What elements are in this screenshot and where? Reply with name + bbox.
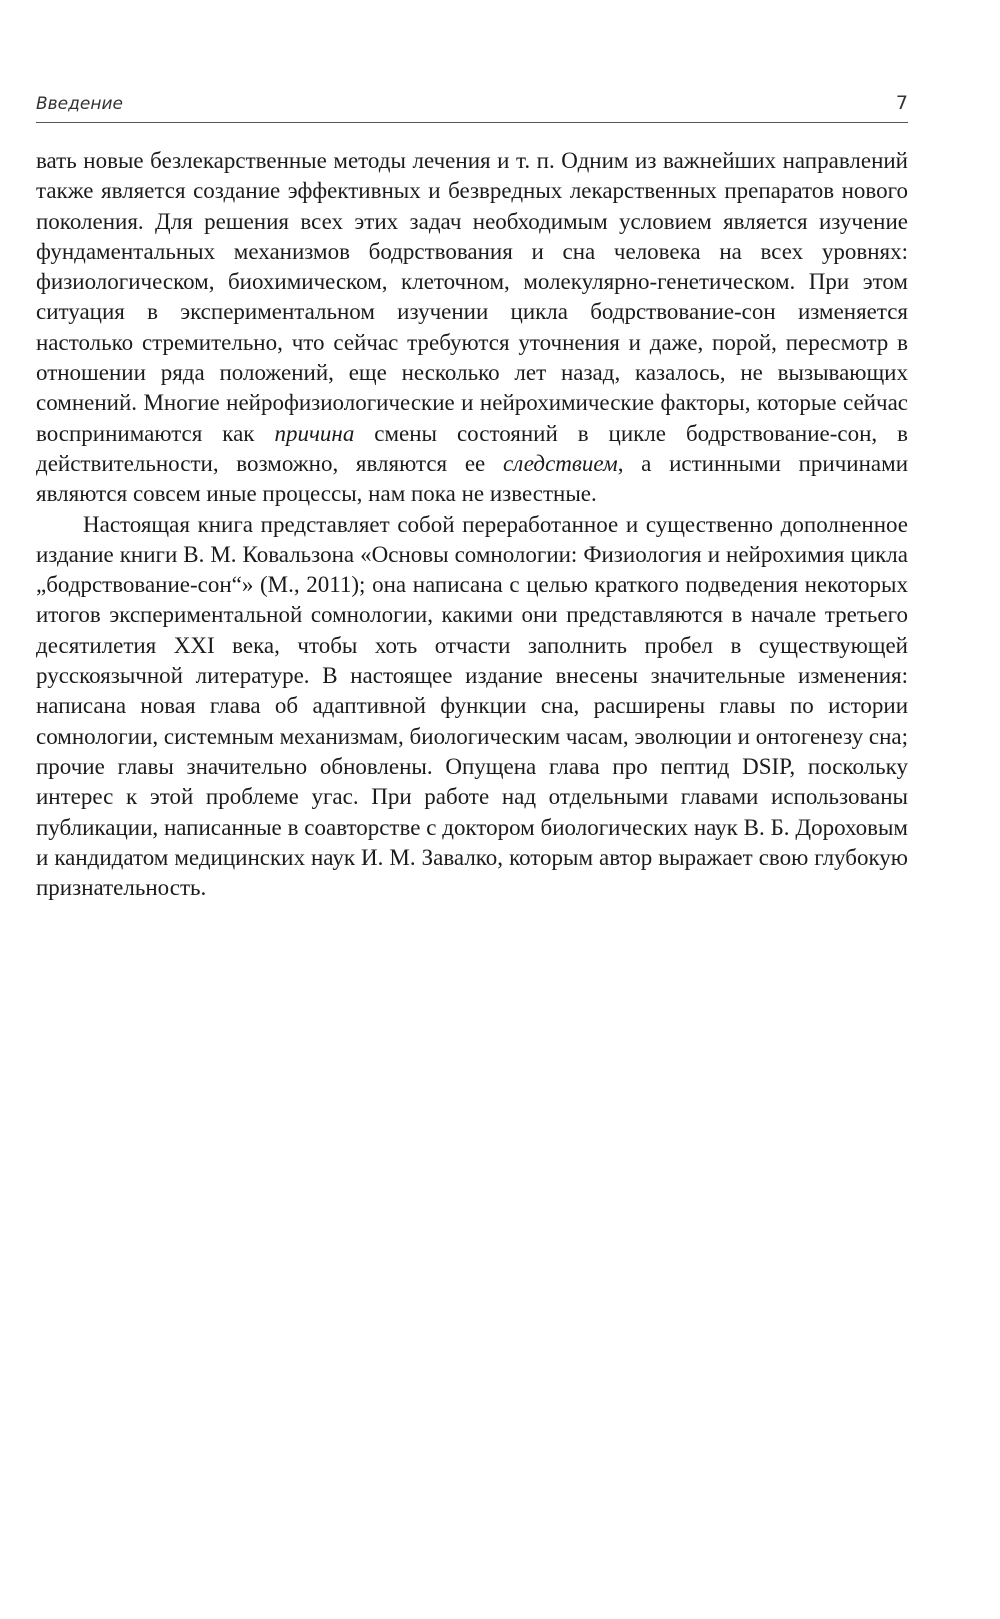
paragraph-1-text-end: , а истинными причинами являются совсем иные процессы, нам пока не известные. — [36, 450, 908, 507]
paragraph-1-text-cont: смены состояний в цикле бодрствование-сон, в действительности, возможно, являются ее — [36, 420, 908, 476]
italic-word-consequence: следствием — [502, 450, 618, 476]
section-title: Введение — [36, 94, 123, 114]
paragraph-2-text: Настоящая книга представляет собой переработанное и существенно дополненное издание книги В. М. Ковальзона «Основы сомнологии: Физиология и нейрохимия цикла „бодрствование-сон“» (М., 2011); она написана с целью краткого подведения некоторых итогов экспериментальной сомнологии, какими они представляются в начале третьего десятилетия XXI века, чтобы хоть отчасти заполнить пробел в существующей русскоязычной литературе. В настоящее издание внесены значительные изменения: написана новая глава об адаптивной функции сна, расширены главы по истории сомнологии, системным механизмам, биологическим часам, эволюции и онтогенезу сна; прочие главы значительно обновлены. Опущена глава про пептид DSIP, поскольку интерес к этой проблеме угас. При работе над отдельными главами использованы публикации, написанные в соавторстве с доктором биологических наук В. Б. Дороховым и кандидатом медицинских наук И. М. Завалко, которым автор выражает свою глубокую признательность. — [36, 511, 908, 901]
paragraph-1 — [36, 146, 908, 510]
page-number: 7 — [895, 92, 908, 114]
paragraph-1-text: вать новые безлекарственные методы лечения и т. п. Одним из важнейших направлений также является создание эффективных и безвредных лекарственных препаратов нового поколения. Для решения всех этих задач необходимым условием является изучение фундаментальных механизмов бодрствования и сна человека на всех уровнях: физиологическом, биохимическом, клеточном, молекулярно-генетическом. При этом ситуация в экспериментальном изучении цикла бодрствование-сон изменяется настолько стремительно, что сейчас требуются уточнения и даже, порой, пересмотр в отношении ряда положений, еще несколько лет назад, казалось, не вызывающих сомнений. Многие нейрофизиологические и нейрохимические факторы, которые сейчас воспринимаются как — [36, 148, 908, 446]
running-header — [36, 92, 908, 123]
italic-word-cause: причина — [274, 420, 355, 446]
body-text — [36, 146, 908, 903]
paragraph-2 — [36, 510, 908, 904]
